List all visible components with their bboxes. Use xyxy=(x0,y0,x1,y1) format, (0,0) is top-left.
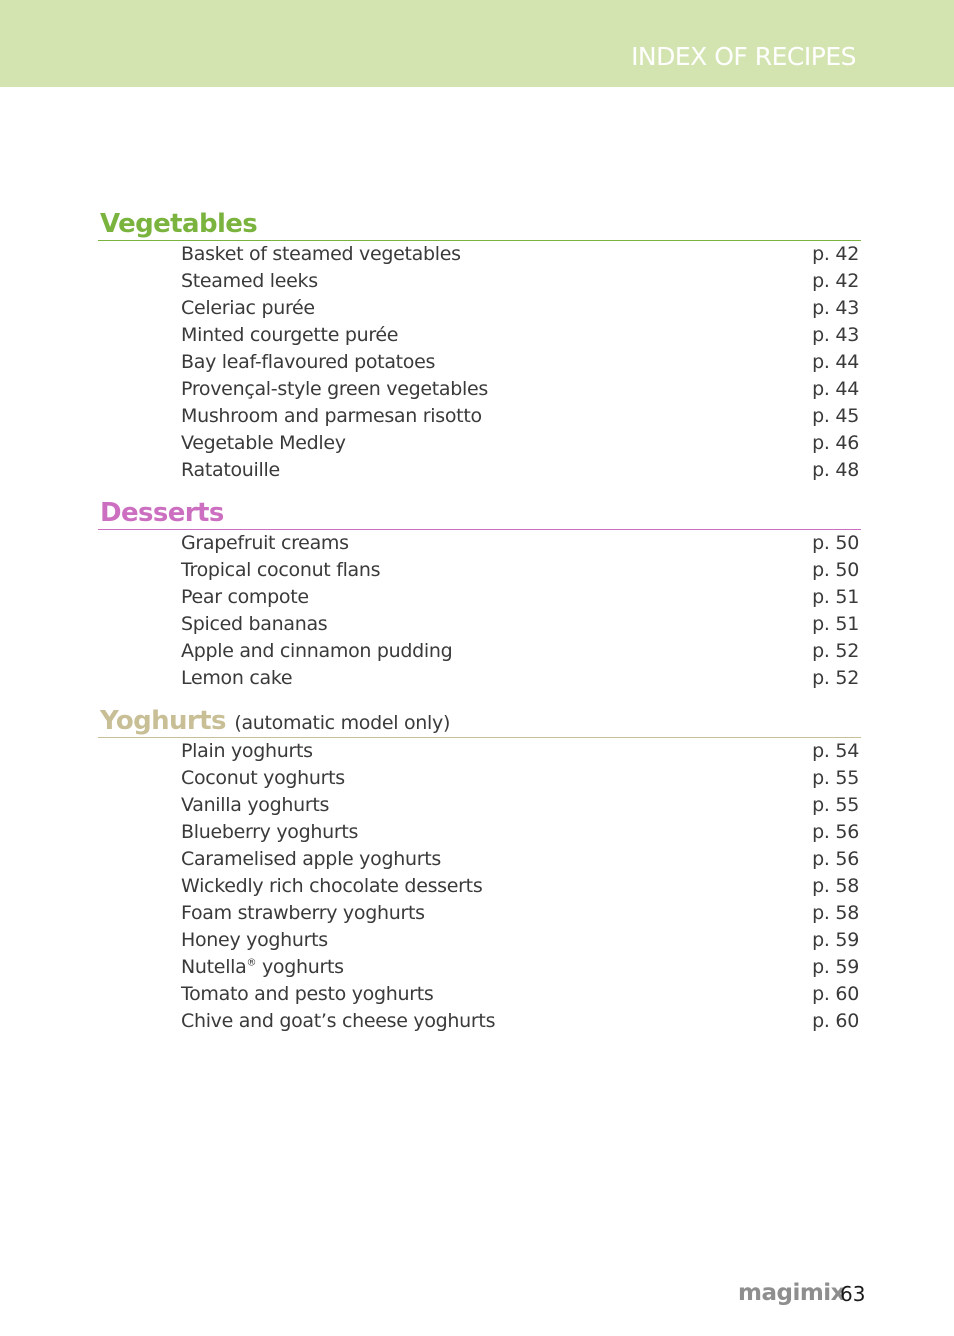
recipe-list xyxy=(98,241,861,484)
list-item xyxy=(98,954,861,981)
section-heading xyxy=(98,495,861,530)
list-item xyxy=(98,927,861,954)
recipe-name: Ratatouille xyxy=(181,459,280,481)
recipe-name xyxy=(181,954,344,981)
recipe-name: Tomato and pesto yoghurts xyxy=(181,983,434,1005)
page-ref: p. 58 xyxy=(812,902,859,924)
section-title: Desserts xyxy=(100,498,224,528)
page-title: INDEX OF RECIPES xyxy=(631,42,856,71)
recipe-name-rest: yoghurts xyxy=(256,956,344,978)
list-item xyxy=(98,241,861,268)
page-ref: p. 42 xyxy=(812,270,859,292)
recipe-name: Apple and cinnamon pudding xyxy=(181,640,453,662)
recipe-list xyxy=(98,530,861,692)
section-heading xyxy=(98,703,861,738)
section-heading xyxy=(98,206,861,241)
page-ref: p. 44 xyxy=(812,351,859,373)
recipe-list xyxy=(98,738,861,1035)
recipe-name: Steamed leeks xyxy=(181,270,318,292)
brand-logo: magimix xyxy=(738,1280,846,1306)
section-title: Vegetables xyxy=(100,209,258,239)
recipe-name: Foam strawberry yoghurts xyxy=(181,902,425,924)
page-ref: p. 43 xyxy=(812,324,859,346)
page-ref: p. 44 xyxy=(812,378,859,400)
page-ref: p. 54 xyxy=(812,740,859,762)
recipe-name: Vanilla yoghurts xyxy=(181,794,330,816)
page-ref: p. 55 xyxy=(812,767,859,789)
section-title xyxy=(100,708,450,734)
recipe-name: Tropical coconut flans xyxy=(181,559,381,581)
section-yoghurts xyxy=(98,703,861,1035)
list-item xyxy=(98,873,861,900)
section-desserts xyxy=(98,495,861,692)
list-item xyxy=(98,376,861,403)
section-note: (automatic model only) xyxy=(234,712,451,734)
recipe-name: Basket of steamed vegetables xyxy=(181,243,461,265)
page-ref: p. 50 xyxy=(812,532,859,554)
list-item xyxy=(98,557,861,584)
list-item xyxy=(98,268,861,295)
page-ref: p. 52 xyxy=(812,667,859,689)
page-ref: p. 50 xyxy=(812,559,859,581)
page-ref: p. 58 xyxy=(812,875,859,897)
page-ref: p. 43 xyxy=(812,297,859,319)
recipe-name: Vegetable Medley xyxy=(181,432,346,454)
page-ref: p. 59 xyxy=(812,929,859,951)
list-item xyxy=(98,322,861,349)
recipe-name: Bay leaf-flavoured potatoes xyxy=(181,351,436,373)
list-item xyxy=(98,900,861,927)
page-ref: p. 56 xyxy=(812,821,859,843)
recipe-name: Grapefruit creams xyxy=(181,532,349,554)
registered-mark: ® xyxy=(246,957,257,969)
recipe-name: Chive and goat’s cheese yoghurts xyxy=(181,1010,496,1032)
page-ref: p. 60 xyxy=(812,1010,859,1032)
recipe-name: Wickedly rich chocolate desserts xyxy=(181,875,483,897)
list-item xyxy=(98,846,861,873)
recipe-name: Caramelised apple yoghurts xyxy=(181,848,441,870)
list-item xyxy=(98,738,861,765)
recipe-name: Lemon cake xyxy=(181,667,293,689)
recipe-name: Spiced bananas xyxy=(181,613,328,635)
list-item xyxy=(98,1008,861,1035)
page-ref: p. 51 xyxy=(812,586,859,608)
list-item xyxy=(98,611,861,638)
recipe-name: Provençal-style green vegetables xyxy=(181,378,488,400)
recipe-name-text: Nutella xyxy=(181,956,247,978)
list-item xyxy=(98,403,861,430)
header-band xyxy=(0,0,954,87)
list-item xyxy=(98,792,861,819)
recipe-name: Honey yoghurts xyxy=(181,929,328,951)
list-item xyxy=(98,295,861,322)
recipe-name: Celeriac purée xyxy=(181,297,315,319)
page-ref: p. 45 xyxy=(812,405,859,427)
list-item xyxy=(98,765,861,792)
list-item xyxy=(98,638,861,665)
list-item xyxy=(98,457,861,484)
page-number: 63 xyxy=(840,1282,866,1306)
list-item xyxy=(98,819,861,846)
section-title-text: Yoghurts xyxy=(100,706,226,736)
recipe-name: Pear compote xyxy=(181,586,309,608)
page-ref: p. 48 xyxy=(812,459,859,481)
list-item xyxy=(98,530,861,557)
recipe-name: Plain yoghurts xyxy=(181,740,313,762)
list-item xyxy=(98,430,861,457)
list-item xyxy=(98,665,861,692)
list-item xyxy=(98,981,861,1008)
list-item xyxy=(98,584,861,611)
list-item xyxy=(98,349,861,376)
page-ref: p. 42 xyxy=(812,243,859,265)
recipe-name: Blueberry yoghurts xyxy=(181,821,359,843)
page-ref: p. 51 xyxy=(812,613,859,635)
page-ref: p. 59 xyxy=(812,956,859,978)
recipe-name: Minted courgette purée xyxy=(181,324,399,346)
page-ref: p. 60 xyxy=(812,983,859,1005)
page-ref: p. 56 xyxy=(812,848,859,870)
page-ref: p. 46 xyxy=(812,432,859,454)
recipe-name: Mushroom and parmesan risotto xyxy=(181,405,482,427)
section-vegetables xyxy=(98,206,861,484)
page-ref: p. 55 xyxy=(812,794,859,816)
recipe-name: Coconut yoghurts xyxy=(181,767,345,789)
page-ref: p. 52 xyxy=(812,640,859,662)
